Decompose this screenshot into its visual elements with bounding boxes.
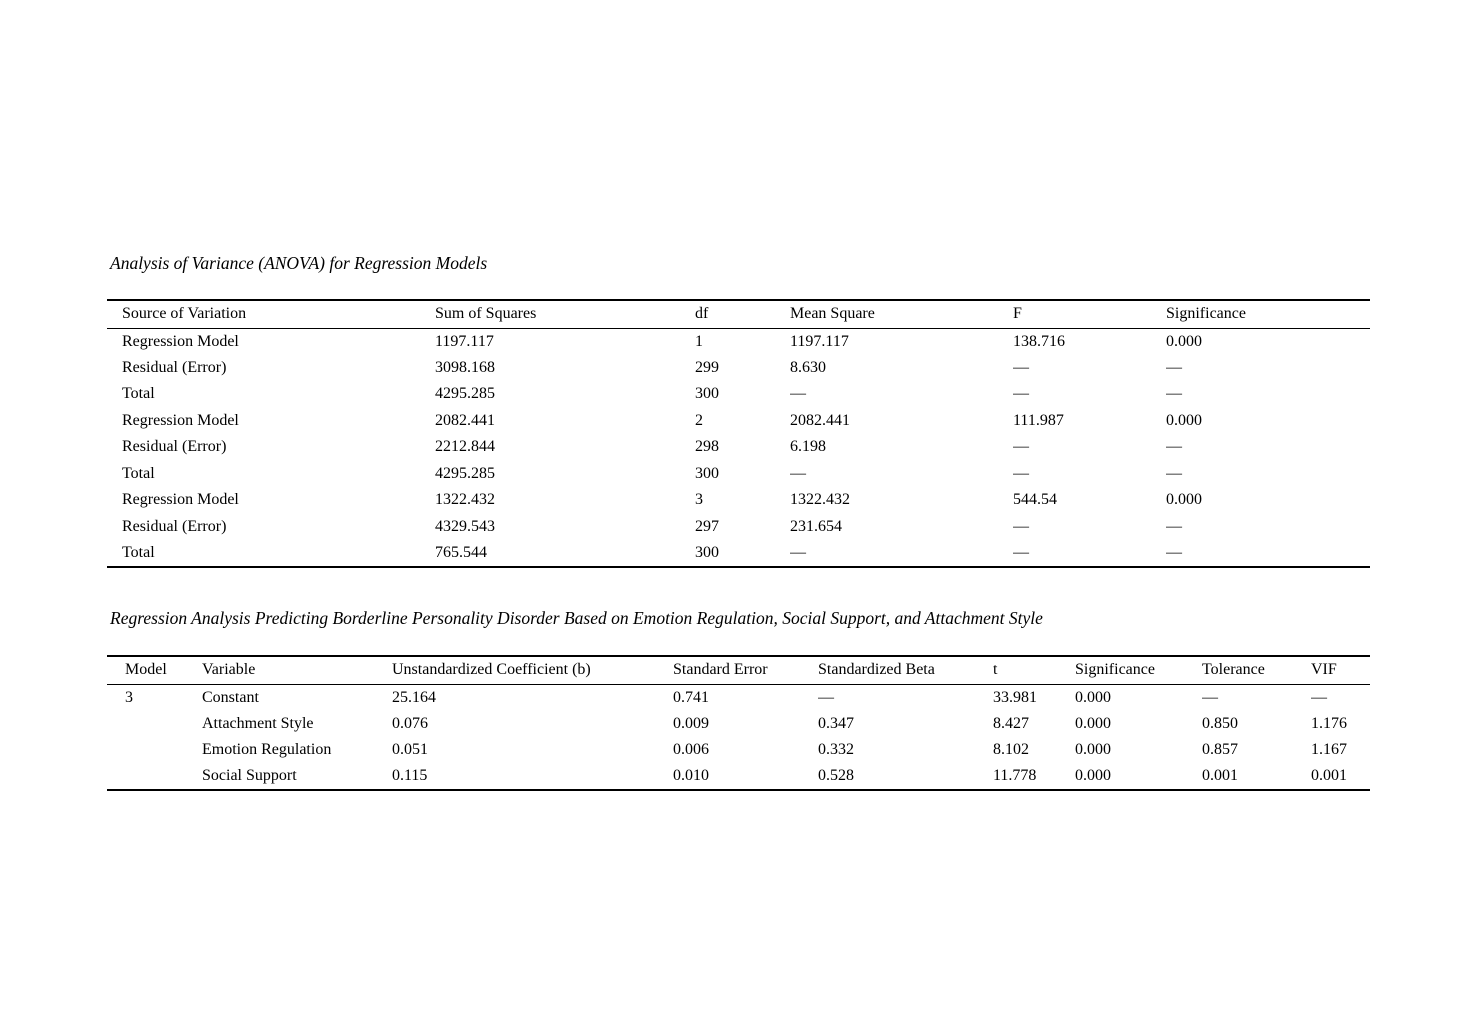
table-cell: 0.051 [392,741,428,759]
table-cell: — [1166,438,1182,456]
table-cell [107,737,202,764]
table-cell: Total [122,543,155,561]
regression-table-title: Regression Analysis Predicting Borderline Personality Disorder Based on Emotion Regulation, Social Support, and Attachment Style [110,608,1043,628]
table-cell: Residual (Error) [122,517,227,535]
column-header: Mean Square [790,300,1013,328]
column-header: Sum of Squares [435,300,695,328]
regression-table [107,655,1370,791]
table-cell: 0.000 [1075,767,1111,785]
table-cell: — [1013,385,1029,403]
column-header: Significance [1166,300,1370,328]
table-cell: 0.001 [1202,767,1238,785]
table-cell: 0.009 [673,714,709,732]
column-header: Standard Error [673,656,818,684]
table-cell: 2082.441 [435,411,495,429]
table-row [107,408,1370,435]
table-cell: 300 [695,464,719,482]
table-cell: 1322.432 [790,491,850,509]
table-cell: 4329.543 [435,517,495,535]
table-cell: — [818,688,834,706]
table-cell: Social Support [202,767,297,785]
table-cell: 1.167 [1311,741,1347,759]
table-cell: 2 [695,411,703,429]
anova-table [107,299,1370,568]
table-cell: 0.076 [392,714,428,732]
table-row [107,461,1370,488]
table-cell: Regression Model [122,332,239,350]
table-cell: 0.000 [1166,411,1202,429]
table-row [107,487,1370,514]
table-row [107,434,1370,461]
table-cell: 0.000 [1075,741,1111,759]
table-cell: 8.427 [993,714,1029,732]
table-cell: 0.332 [818,741,854,759]
table-cell: 544.54 [1013,491,1057,509]
table-cell: — [1013,438,1029,456]
table-cell: 765.544 [435,543,487,561]
table-cell: Attachment Style [202,714,314,732]
table-row [107,355,1370,382]
regression-table-container [107,655,1370,791]
column-header: Tolerance [1202,656,1311,684]
table-cell: 1322.432 [435,491,495,509]
table-cell: 300 [695,385,719,403]
table-row [107,540,1370,567]
table-row [107,328,1370,355]
column-header: Variable [202,656,392,684]
table-cell: Constant [202,688,259,706]
table-cell: 231.654 [790,517,842,535]
table-cell: — [1311,688,1327,706]
table-cell: 33.981 [993,688,1037,706]
table-row [107,684,1370,711]
table-cell: 8.102 [993,741,1029,759]
table-cell [107,711,202,738]
anova-table-container [107,299,1370,568]
table-row [107,737,1370,764]
table-cell: 3098.168 [435,358,495,376]
anova-table-body [107,328,1370,567]
table-cell: — [1013,464,1029,482]
table-cell: 297 [695,517,719,535]
table-cell: 6.198 [790,438,826,456]
table-cell: Regression Model [122,491,239,509]
table-cell: 299 [695,358,719,376]
table-cell: 298 [695,438,719,456]
table-cell: — [1013,517,1029,535]
table-cell: 0.850 [1202,714,1238,732]
table-cell: 111.987 [1013,411,1064,429]
table-cell: Residual (Error) [122,438,227,456]
column-header: F [1013,300,1166,328]
table-cell: Total [122,385,155,403]
table-row [107,764,1370,791]
table-cell: 4295.285 [435,385,495,403]
table-row [107,514,1370,541]
table-cell: 11.778 [993,767,1037,785]
table-cell: 0.006 [673,741,709,759]
table-cell: 0.000 [1075,688,1111,706]
column-header: Source of Variation [107,300,435,328]
column-header: Standardized Beta [818,656,993,684]
column-header: Model [107,656,202,684]
table-cell: — [1013,543,1029,561]
table-cell [107,764,202,791]
table-row [107,381,1370,408]
table-row [107,711,1370,738]
anova-table-header [107,300,1370,328]
table-cell: 1 [695,332,703,350]
table-cell: 0.347 [818,714,854,732]
table-cell: 300 [695,543,719,561]
table-cell: 0.000 [1075,714,1111,732]
column-header: VIF [1311,656,1370,684]
table-cell: — [1166,358,1182,376]
table-cell: 1197.117 [790,332,849,350]
table-cell: 0.528 [818,767,854,785]
table-cell: — [1166,385,1182,403]
table-cell: 2082.441 [790,411,850,429]
table-cell: — [790,464,806,482]
table-cell: 1197.117 [435,332,494,350]
table-cell: Total [122,464,155,482]
table-cell: Residual (Error) [122,358,227,376]
table-cell: — [1166,543,1182,561]
table-cell: 0.741 [673,688,709,706]
table-cell: — [1166,517,1182,535]
column-header: Significance [1075,656,1202,684]
table-cell: — [1202,688,1218,706]
column-header: t [993,656,1075,684]
table-cell: — [1013,358,1029,376]
table-cell: 0.857 [1202,741,1238,759]
regression-table-body [107,684,1370,790]
table-cell: Regression Model [122,411,239,429]
table-cell: — [790,385,806,403]
column-header: df [695,300,790,328]
table-cell: 0.000 [1166,332,1202,350]
table-cell: 0.001 [1311,767,1347,785]
table-cell: 3 [125,688,133,706]
table-cell: 25.164 [392,688,436,706]
table-cell: 8.630 [790,358,826,376]
table-cell: 0.000 [1166,491,1202,509]
table-cell: Emotion Regulation [202,741,332,759]
table-cell: 0.115 [392,767,428,785]
table-cell: 3 [695,491,703,509]
anova-table-title: Analysis of Variance (ANOVA) for Regression Models [110,253,488,273]
table-cell: 1.176 [1311,714,1347,732]
table-cell: 0.010 [673,767,709,785]
table-cell: 4295.285 [435,464,495,482]
column-header: Unstandardized Coefficient (b) [392,656,673,684]
table-cell: 138.716 [1013,332,1065,350]
table-cell: 2212.844 [435,438,495,456]
regression-table-header [107,656,1370,684]
table-cell: — [790,543,806,561]
table-cell: — [1166,464,1182,482]
